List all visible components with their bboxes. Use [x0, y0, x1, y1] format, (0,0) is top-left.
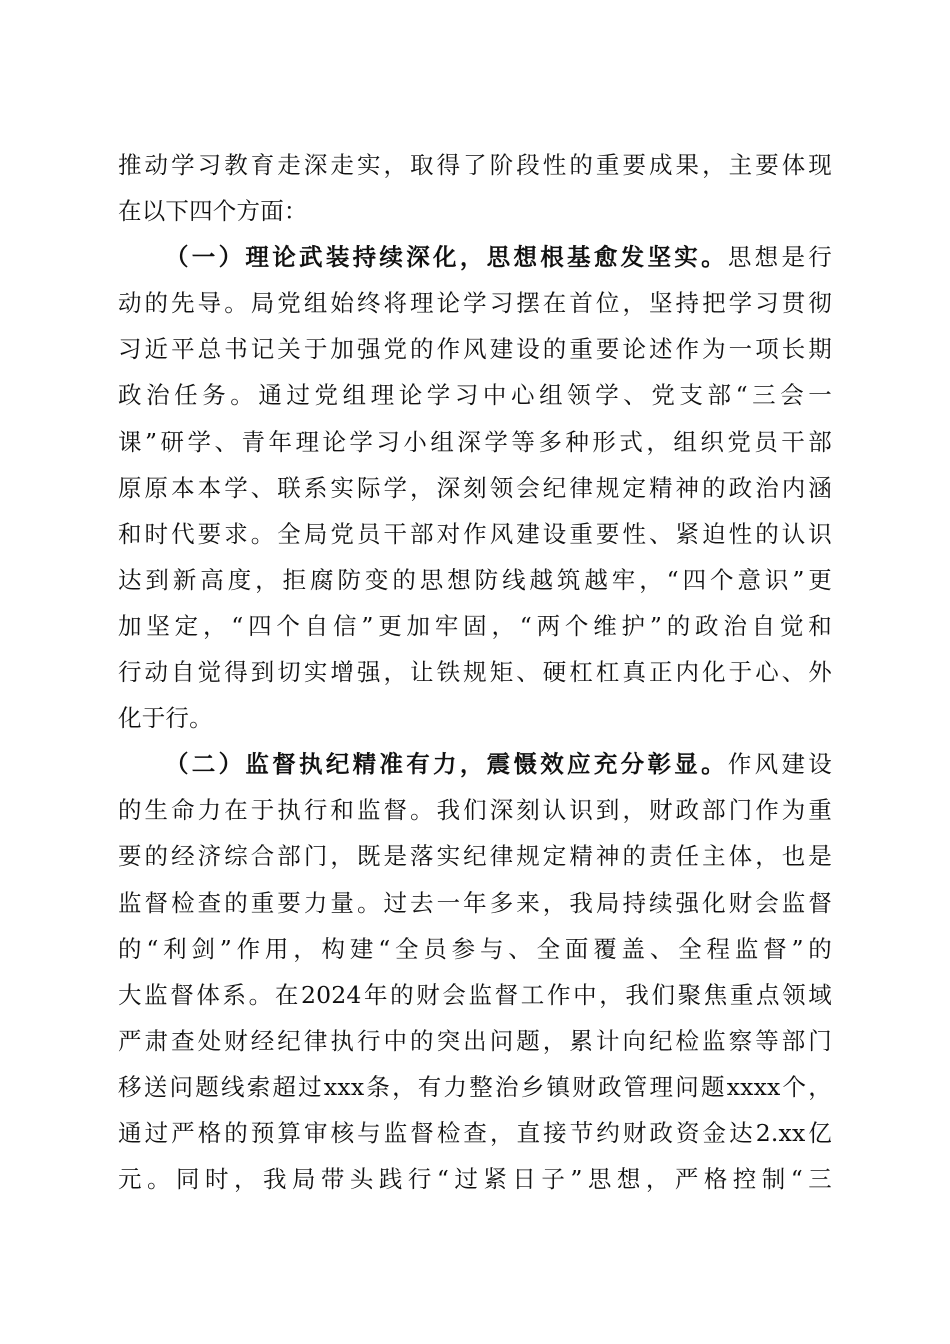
- text-line: 动的先导。局党组始终将理论学习摆在首位，坚持把学习贯彻: [118, 289, 832, 318]
- text-line: 推动学习教育走深走实，取得了阶段性的重要成果，主要体现: [118, 151, 832, 179]
- section-2-first-line-text: 作风建设: [727, 750, 832, 779]
- section-2-first-line: [118, 741, 832, 787]
- section-1-first-line-text: 思想是行: [727, 243, 832, 272]
- text-line: 政治任务。通过党组理论学习中心组领学、党支部“三会一: [118, 381, 832, 410]
- text-line: 大监督体系。在2024年的财会监督工作中，我们聚焦重点领域: [118, 980, 832, 1009]
- text-line: 课”研学、青年理论学习小组深学等多种形式，组织党员干部: [118, 427, 832, 456]
- text-line: 原原本本学、联系实际学，深刻领会纪律规定精神的政治内涵: [118, 473, 832, 502]
- text-line: 的“利剑”作用，构建“全员参与、全面覆盖、全程监督”的: [118, 934, 832, 963]
- text-line: 达到新高度，拒腐防变的思想防线越筑越牢，“四个意识”更: [118, 565, 832, 594]
- text-line: 通过严格的预算审核与监督检查，直接节约财政资金达2.xx亿: [118, 1118, 832, 1147]
- text-line: 化于行。: [118, 704, 213, 733]
- text-line: 加坚定，“四个自信”更加牢固，“两个维护”的政治自觉和: [118, 611, 832, 640]
- text-line: 的生命力在于执行和监督。我们深刻认识到，财政部门作为重: [118, 796, 832, 825]
- text-line: 在以下四个方面：: [118, 197, 308, 226]
- text-line: 严肃查处财经纪律执行中的突出问题，累计向纪检监察等部门: [118, 1026, 832, 1055]
- text-line: 元。同时，我局带头践行“过紧日子”思想，严格控制“三: [118, 1165, 832, 1194]
- section-1-heading: （一）理论武装持续深化，思想根基愈发坚实。: [165, 243, 728, 272]
- text-line: 要的经济综合部门，既是落实纪律规定精神的责任主体，也是: [118, 842, 832, 871]
- text-line: 习近平总书记关于加强党的作风建设的重要论述作为一项长期: [118, 335, 832, 364]
- text-line: 和时代要求。全局党员干部对作风建设重要性、紧迫性的认识: [118, 519, 832, 548]
- document-body: [118, 142, 832, 1202]
- section-2-heading: （二）监督执纪精准有力，震慑效应充分彰显。: [165, 750, 728, 779]
- text-line: 行动自觉得到切实增强，让铁规矩、硬杠杠真正内化于心、外: [118, 658, 832, 687]
- text-line: 监督检查的重要力量。过去一年多来，我局持续强化财会监督: [118, 888, 832, 917]
- section-1-first-line: [118, 234, 832, 280]
- text-line: 移送问题线索超过xxx条，有力整治乡镇财政管理问题xxxx个，: [118, 1072, 832, 1101]
